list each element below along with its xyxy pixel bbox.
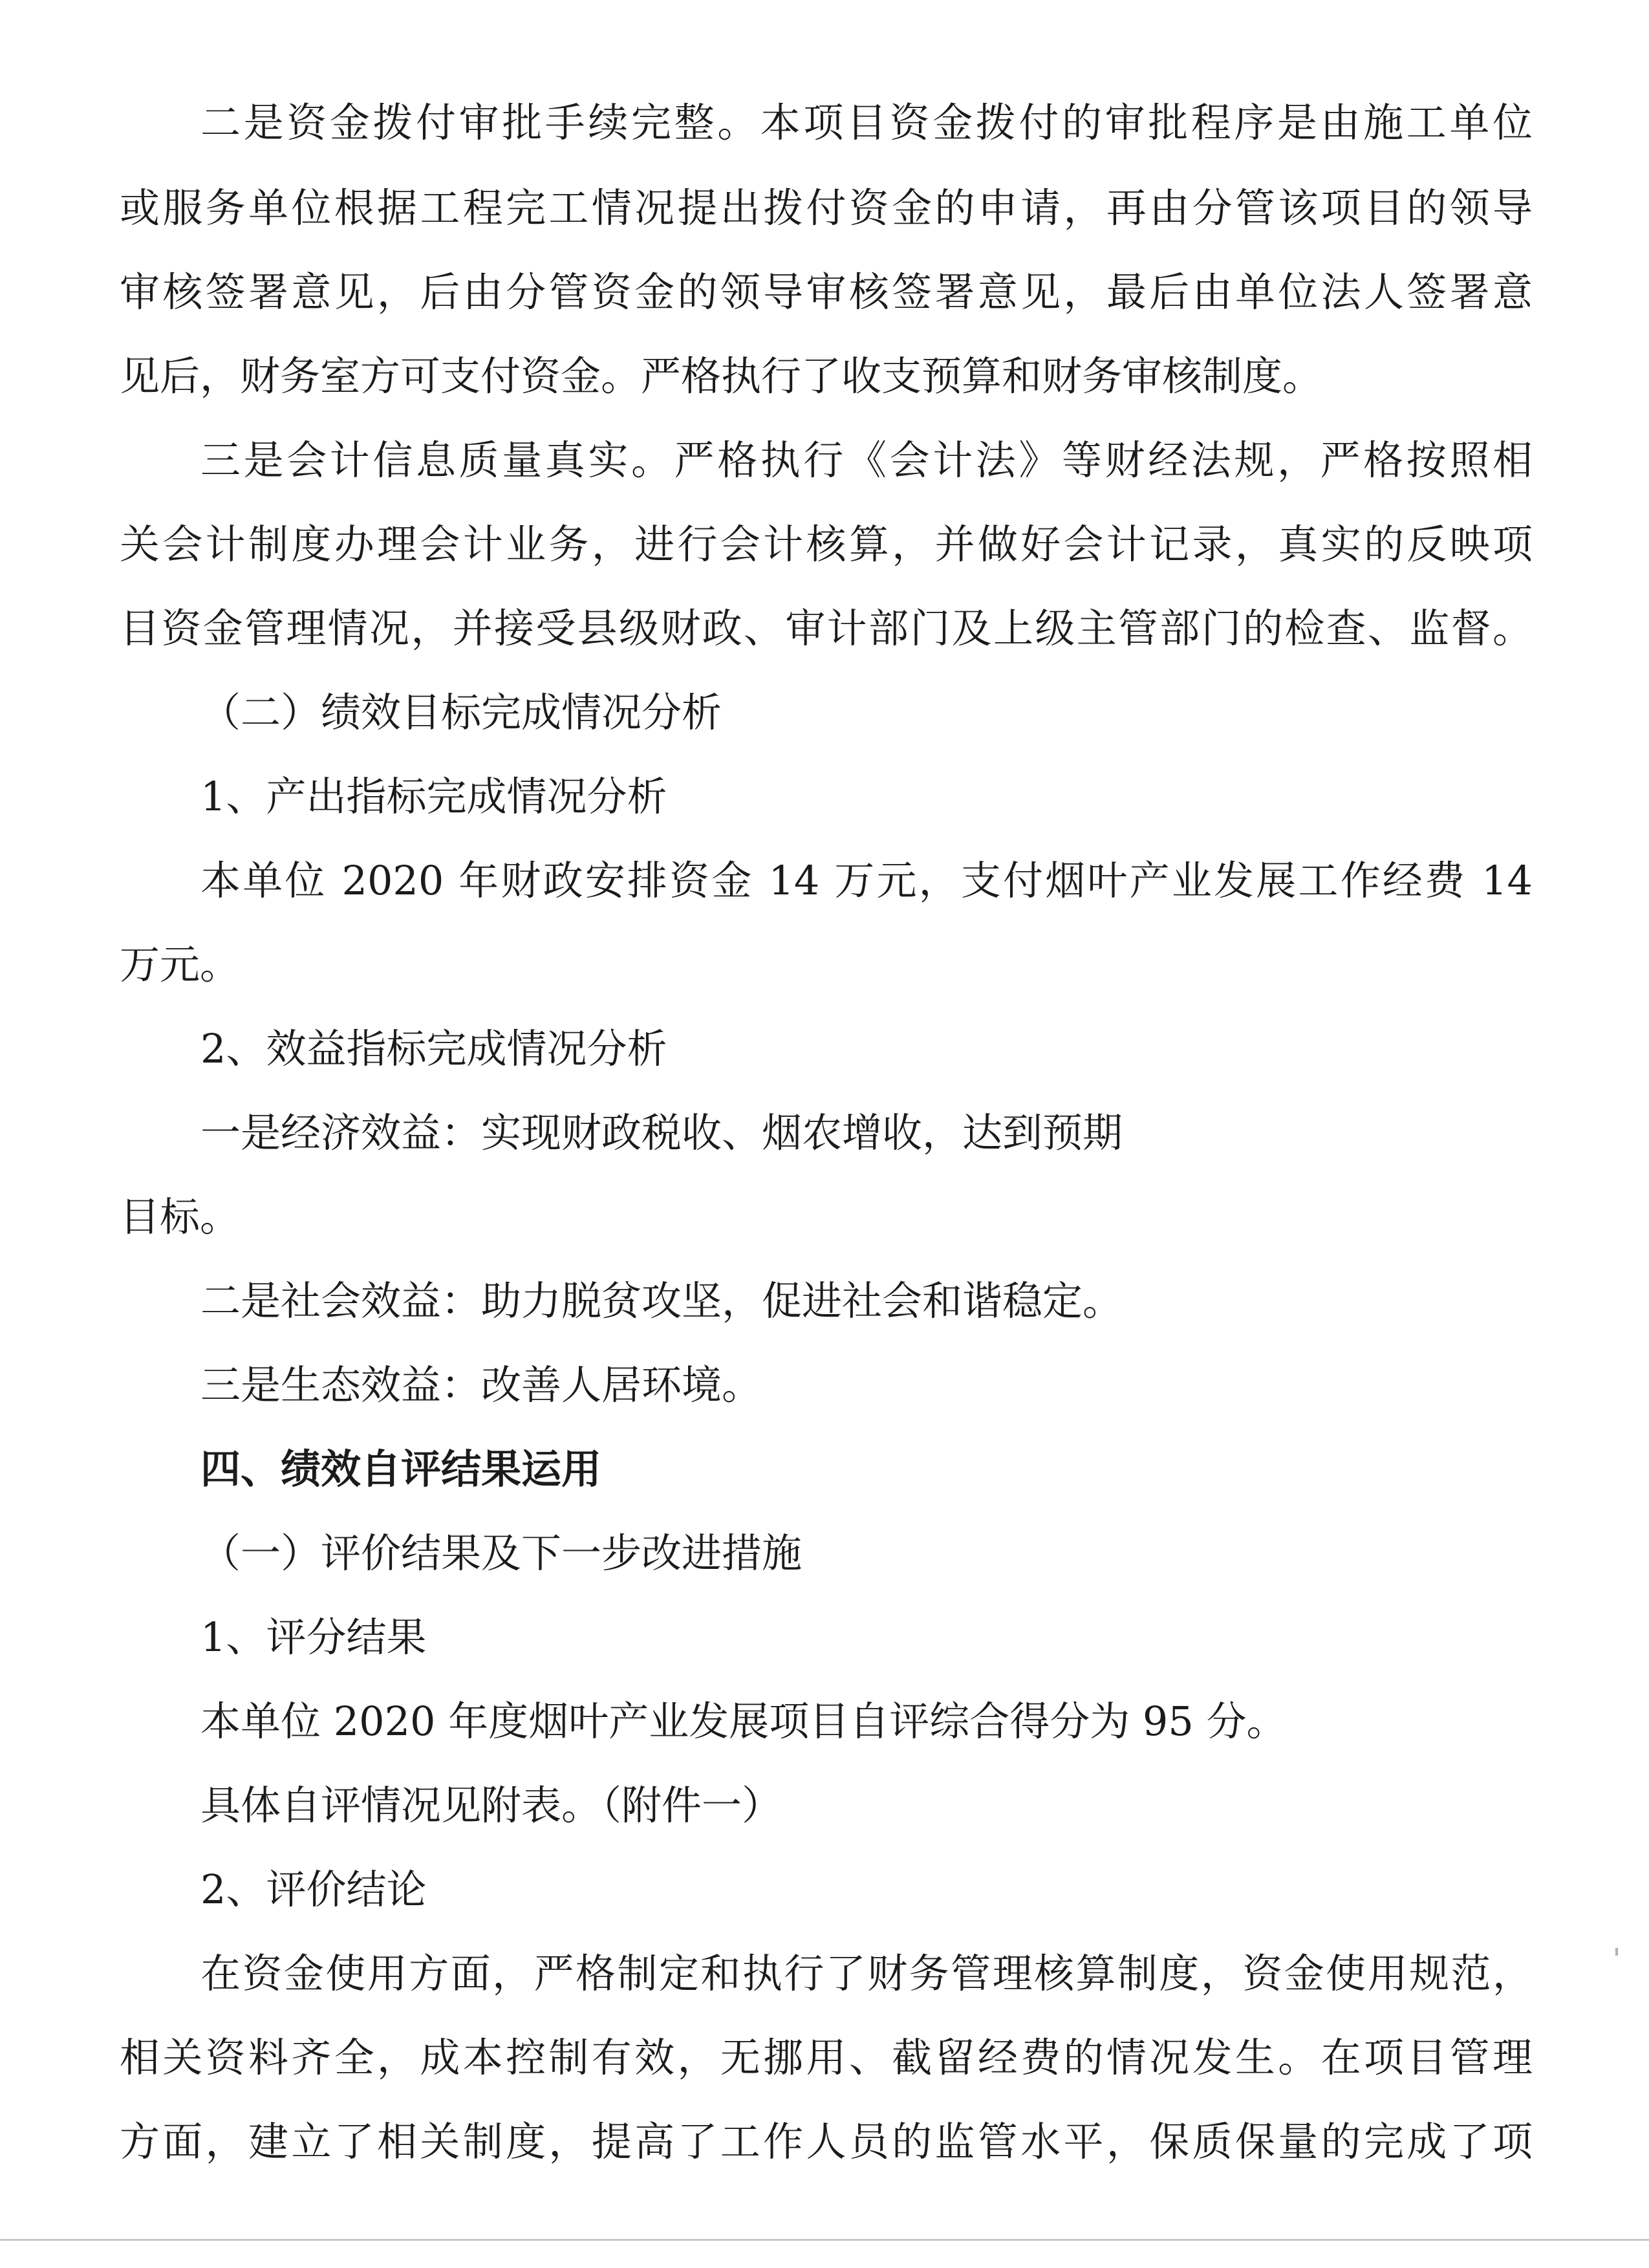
paragraph-line: 目标。 bbox=[120, 1193, 241, 1240]
paragraph-line: 二是资金拨付审批手续完整。本项目资金拨付的审批程序是由施工单位 bbox=[200, 99, 1533, 146]
scan-edge-line bbox=[0, 2239, 1649, 2241]
paragraph-line: 三是会计信息质量真实。严格执行《会计法》等财经法规，严格按照相 bbox=[200, 437, 1533, 484]
paragraph-line: 三是生态效益：改善人居环境。 bbox=[200, 1361, 762, 1409]
paragraph-line: 二是社会效益：助力脱贫攻坚，促进社会和谐稳定。 bbox=[200, 1277, 1123, 1324]
subsection-heading: 2、效益指标完成情况分析 bbox=[200, 1025, 667, 1072]
paragraph-line: 或服务单位根据工程完工情况提出拨付资金的申请，再由分管该项目的领导 bbox=[120, 184, 1533, 232]
paragraph-line: 关会计制度办理会计业务，进行会计核算，并做好会计记录，真实的反映项 bbox=[120, 521, 1533, 568]
section-heading: （二）绩效目标完成情况分析 bbox=[200, 689, 722, 736]
paragraph-line: 具体自评情况见附表。（附件一） bbox=[200, 1782, 782, 1829]
paragraph-line: 一是经济效益：实现财政税收、烟农增收，达到预期 bbox=[200, 1109, 1123, 1156]
paragraph-line: 在资金使用方面，严格制定和执行了财务管理核算制度，资金使用规范， bbox=[200, 1950, 1533, 1997]
chapter-heading: 四、绩效自评结果运用 bbox=[200, 1445, 602, 1493]
section-heading: （一）评价结果及下一步改进措施 bbox=[200, 1529, 803, 1577]
subsection-heading: 1、产出指标完成情况分析 bbox=[200, 773, 667, 820]
paragraph-line: 本单位 2020 年财政安排资金 14 万元，支付烟叶产业发展工作经费 14 bbox=[200, 857, 1533, 904]
subsection-heading: 2、评价结论 bbox=[200, 1866, 427, 1913]
paragraph-line: 目资金管理情况，并接受县级财政、审计部门及上级主管部门的检查、监督。 bbox=[120, 605, 1533, 652]
paragraph-line: 本单位 2020 年度烟叶产业发展项目自评综合得分为 95 分。 bbox=[200, 1698, 1287, 1745]
paragraph-line: 万元。 bbox=[120, 941, 241, 988]
paragraph-line: 相关资料齐全，成本控制有效，无挪用、截留经费的情况发生。在项目管理 bbox=[120, 2034, 1533, 2081]
paragraph-line: 方面，建立了相关制度，提高了工作人员的监管水平，保质保量的完成了项 bbox=[120, 2118, 1533, 2165]
paragraph-line: 见后，财务室方可支付资金。严格执行了收支预算和财务审核制度。 bbox=[120, 352, 1323, 400]
scan-speck bbox=[1615, 1948, 1618, 1956]
subsection-heading: 1、评分结果 bbox=[200, 1614, 427, 1661]
paragraph-line: 审核签署意见，后由分管资金的领导审核签署意见，最后由单位法人签署意 bbox=[120, 268, 1533, 316]
